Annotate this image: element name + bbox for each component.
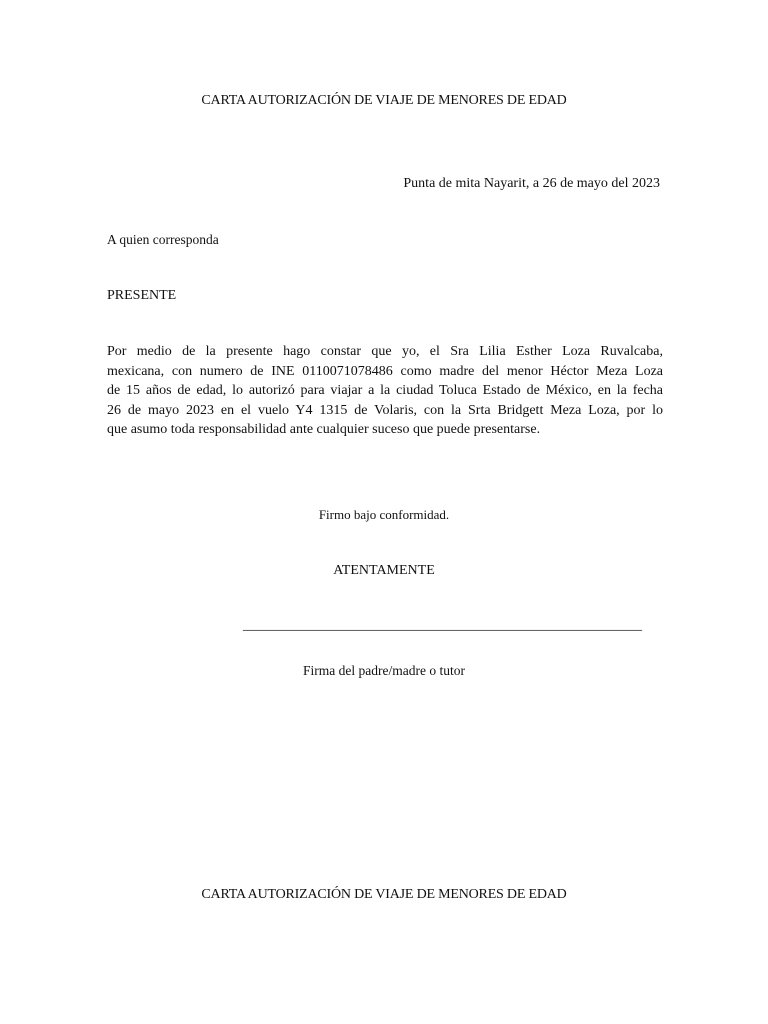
- document-title-repeat: CARTA AUTORIZACIÓN DE VIAJE DE MENORES DE EDAD: [201, 887, 567, 902]
- closing-statement: Firmo bajo conformidad.: [318, 507, 450, 522]
- presente-heading: PRESENTE: [107, 288, 177, 303]
- signature-line: _________________________________________________________: [243, 618, 642, 633]
- body-line: mexicana, con numero de INE 0110071078486 como madre del menor Héctor Meza Loza: [107, 363, 663, 379]
- body-line: 26 de mayo 2023 en el vuelo Y4 1315 de Volaris, con la Srta Bridgett Meza Loza, por lo: [107, 402, 663, 418]
- greeting: A quien corresponda: [107, 232, 219, 247]
- body-line: Por medio de la presente hago constar que yo, el Sra Lilia Esther Loza Ruvalcaba,: [107, 344, 663, 359]
- signature-caption: Firma del padre/madre o tutor: [303, 663, 465, 678]
- body-line: de 15 años de edad, lo autorizó para viajar a la ciudad Toluca Estado de México, en la fecha: [107, 383, 663, 398]
- document-title: CARTA AUTORIZACIÓN DE VIAJE DE MENORES DE EDAD: [201, 93, 567, 108]
- body-line: que asumo toda responsabilidad ante cualquier suceso que puede presentarse.: [107, 422, 541, 437]
- atentamente-heading: ATENTAMENTE: [333, 563, 435, 578]
- body-paragraph: [107, 342, 663, 440]
- place-date: Punta de mita Nayarit, a 26 de mayo del 2023: [403, 176, 660, 191]
